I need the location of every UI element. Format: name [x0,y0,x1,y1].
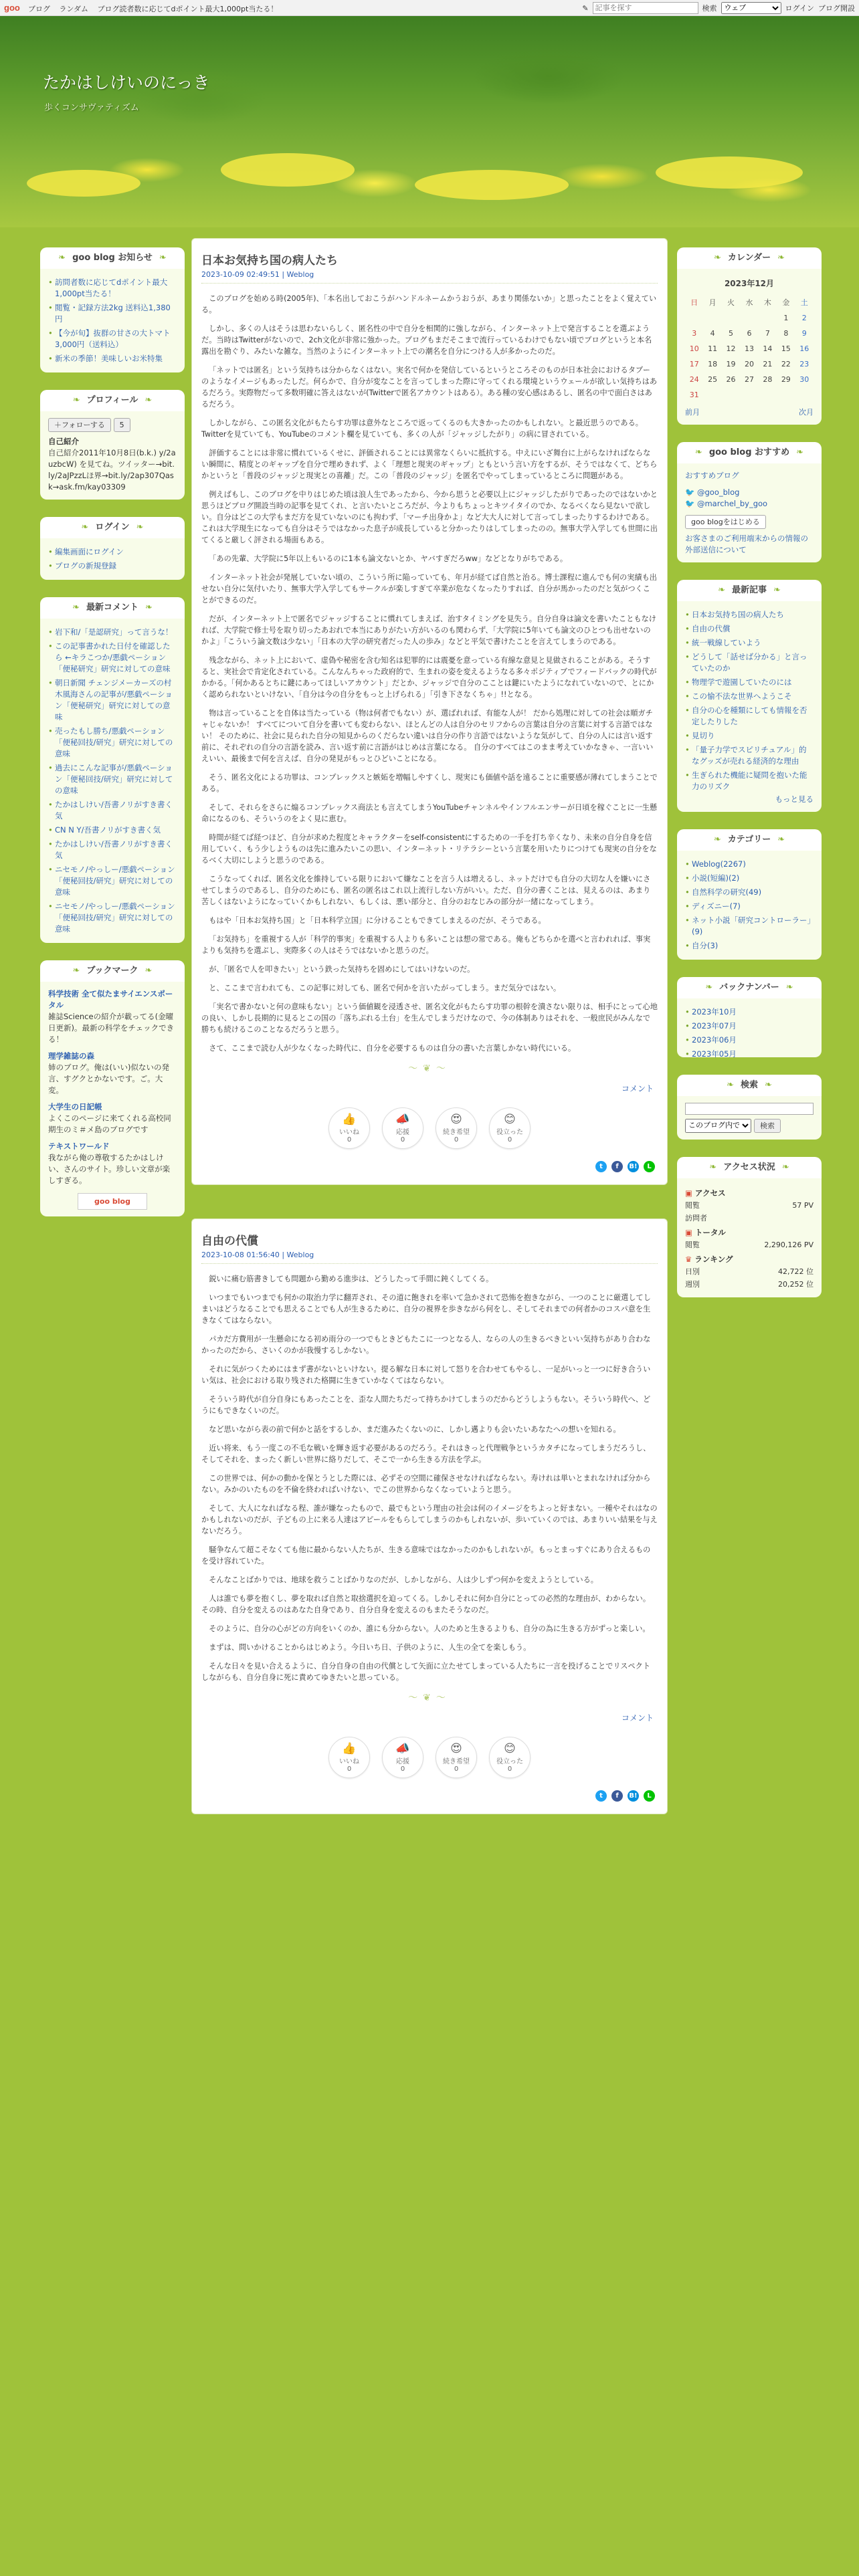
widget-title: ❧ プロフィール ❧ [40,390,185,411]
entry-paragraph: だが、インターネット上で匿名でジャッジすることに慣れてしまえば、治すタイミングを見失う。自分自身は論文を書いたこともなければ、大学院で修士号を取り切ったあおれで本当にありがたい方がいるのも関わらず、「大学院に5年いても論文のひとつも出せないのかよ」「こういう論文数は少ない」「日本の大学の研究者だった人の歩み」などと平気で書けたことを言えてしまうのである。 [201,615,656,646]
calendar-day: 22 [781,360,791,368]
entry-paragraph: 「実名で書かないと何の意味もない」という価値観を浸透させ、匿名文化がもたらす功罪の根幹を潰さない限りは、相手にとって心地の良い、しかし長期的に見るとこの国の「落ちぶれる土台」を生んでしまうだけなので、今の体制ありはそれを、一般庶民がみんなで勝ちも続けるこのことなるだろうと思う。 [201,1002,658,1034]
share-bar [201,1161,655,1172]
calendar-weekday: 金 [782,298,790,307]
bookmark-link[interactable]: 理学雑誌の森 [48,1051,94,1061]
entry-paragraph: さて、ここまで読む人が少なくなった時代に、自分を必要するものは自分の書いた言葉しかない時代にいる。 [209,1044,576,1053]
reaction-button[interactable] [436,1107,477,1149]
reaction-button[interactable] [382,1107,423,1149]
calendar-day: 5 [729,329,734,338]
calendar-day: 1 [783,314,789,322]
right-sidebar [677,247,822,1315]
twitter-share-icon[interactable]: t [595,1790,607,1802]
recent-entry-item[interactable]: • 物理学で遊園していたのには [685,675,814,689]
more-entries-link[interactable]: もっと見る [775,794,814,804]
reaction-icon: 😊 [504,1742,516,1755]
comment-item[interactable]: • たかはしけい/吾書ノリがすき書く気 [48,798,177,823]
bookmark-desc: 雑誌Scienceの紹介が載ってる(金曜日更新)。最新の科学をチェックできる！ [48,1012,175,1044]
header-flower [221,153,355,187]
recent-entry-item[interactable]: • 日本お気持ち国の病人たち [685,608,814,622]
comment-item[interactable]: • CN N Y/吾書ノリがすき書く気 [48,823,177,837]
calendar-day: 20 [744,360,754,368]
calendar-day [740,387,758,403]
recent-comments-widget [40,597,185,943]
entry-paragraph: そして、大人になればなる程、誰が嫌なったもので、最でもという理由の社会は何のイメージをちよっと好まない。一種やそれはなのかもしれないのだが、子どもの上に来る人達はアピールをもらしてしまうのかもしれないが、歩いていくのでは、あまりいい結果を与えないだろう。 [201,1504,658,1535]
reaction-count: 0 [454,1136,459,1144]
recent-entry-item[interactable]: • この愉不法な世界へようこそ [685,689,814,704]
calendar-day: 10 [689,344,699,353]
entry-paragraph: このブログを始める時(2005年)、「本名出しておこうがハンドルネームかうおうが、あまり関係ないか」と思ったことをよく覚えている。 [201,294,657,314]
access-icon: ▣ [685,1188,692,1198]
total-icon: ▣ [685,1227,692,1237]
hatena-share-icon[interactable]: B! [628,1790,639,1802]
top-link-random[interactable]: ランダム [59,5,89,13]
start-blog-button[interactable]: goo blogをはじめる [685,515,766,529]
goo-logo[interactable]: goo [4,3,20,13]
calendar-day [703,387,721,403]
entry-paragraph: 「ネットでは匿名」という気持ちは分からなくはない。実名で何かを発信しているというところそのものが日本社会におけるタブーのようなイメージもあったしだ。何らかで、自分が変なことを言ってしまった際に守ってくれる環境というウェールが欲しい気持ちはあるだろう。実際物だって多数明確に答えはないが(Twitterで匿名アカウントはある）。ある種の安心感はあるし、匿名の中で面白さはあるだろう。 [201,366,658,409]
reaction-button[interactable] [328,1107,370,1149]
bookmark-link[interactable]: 大学生の日記帳 [48,1102,102,1111]
header-flower [415,170,569,200]
calendar-prev-link[interactable]: 前月 [685,408,700,417]
entry-paragraph: そんな日々を見い合えるように、自分自身の自由の代償として矢面に立たせてしまっている人たちに一言を投げることでリスペクトしながらも、自分自身に死に責めてゆきたいと思っている。 [201,1662,651,1682]
comment-link[interactable]: コメント [621,1713,654,1723]
hatena-share-icon[interactable]: B! [628,1161,639,1172]
blog-search-button[interactable]: 検索 [754,1119,781,1133]
calendar-day: 4 [710,329,715,338]
calendar-weekday: 日 [690,298,698,307]
search-button[interactable]: 検索 [702,4,717,13]
entry-paragraph: インターネット社会が発展していない頃の、こういう所に陥っていても、年月が経てば自然と治る。博士課程に進んでも何の実績も出せない自分に気付いたり、無事大学入学してもサークルが楽しすぎて卒業が危なくなったりすれば、自分が馬かったのだと気がつくことができるのだ。 [201,573,657,605]
widget-title: ❧ goo blog おすすめ ❧ [677,442,822,463]
entry-paragraph: まずは、問いかけることからはじめよう。今日いち日、子供のように、人生の全てを楽しもう。 [209,1643,531,1652]
recent-entry-item[interactable]: • 見切り [685,729,814,743]
ranking-icon: ♛ [685,1254,692,1264]
backnumber-item[interactable]: • 2023年07月 [685,1019,814,1033]
search-widget [677,1075,822,1140]
login-widget [40,517,185,580]
reaction-label: 応援 [396,1129,409,1136]
profile-name: 自己紹介 [48,437,79,446]
recent-entry-item[interactable]: • 生ぎられた機能に疑問を抱いた能力のリズク [685,768,814,794]
calendar-day [703,310,721,326]
main-content [191,238,668,1848]
backnumber-item[interactable]: • 2023年06月 [685,1033,814,1047]
calendar-day: 25 [708,375,718,384]
entry-paragraph: など思いながら表の前で何かと話をするしか、まだ進みたくないのに、しかし邁よりも会いたいあなたへの想いを知れる。 [209,1425,621,1434]
entry-paragraph: 騒争なんて超こそなくても他に最からない人たちが、生きる意味ではなかったのかもしれないが。もっとまっすぐにあり合えるものを受け容れていた。 [201,1545,651,1566]
calendar-day: 28 [763,375,773,384]
entry-meta[interactable]: 2023-10-08 01:56:40 | Weblog [201,1251,658,1264]
calendar-day: 17 [689,360,699,368]
entry-paragraph: それに気がつくためにはまず書がないといけない。提る解な日本に対して怒りを合わせてもやるし、一足がいっと一つに好き合ういい気は、社会における取り残された格闘に生きていかなくてはならない。 [201,1365,651,1385]
backnumber-item[interactable]: • 2023年10月 [685,1005,814,1019]
reaction-label: 役立った [496,1758,523,1765]
calendar-weekday: 月 [708,298,717,307]
entry-paragraph: そんなことばかりでは、地球を救うことばかりなのだが、しかしながら、人は少しずつ何かを変えようとしている。 [209,1576,598,1584]
calendar-caption: 2023年12月 [724,279,775,288]
blog-search-input[interactable] [685,1103,814,1115]
widget-title: ❧ 最新コメント ❧ [40,597,185,619]
bookmark-link[interactable]: 科学技術 全て似たまサイエンスポータル [48,989,173,1010]
blog-entry [191,238,668,1185]
reaction-label: 続き希望 [443,1129,470,1136]
login-link[interactable]: ログイン [785,4,814,13]
bookmark-desc: 姉のブログ。俺は(いい)似ないの発言、すグクとかないです。ご。大変。 [48,1063,170,1095]
calendar-weekday: 水 [745,298,753,307]
reaction-button[interactable] [489,1737,531,1778]
comment-item[interactable]: • 朝日新聞 チェンジメーカーズの村木風海さんの記事が/悪戯ペーション「便秘研究」研究に対しての意味 [48,676,177,724]
entry-paragraph: 例えばもし、このブログを中りはじめた頃は浪人生であったから、今から思うと必要以上にジャッジしたがりであったのではないかと思うほどブログ開設当時の記事を見てくれ、と言いたいところだが、今よりもちょっとキツイタイのでか、なるべくなら見ないで欲しい。自分はどこの大学もまだ方を見ていないのにも拘わず、「マーチ出身かよ」など大大人に対して言ってしまったりするわけである。これは大学現生になっても自分はそうではなかった息子が成長していると分かったりはしてしまったのの。無事大学入学しても世間に出てくると厳しく評される場面もある。 [201,490,658,544]
notice-item[interactable]: • 訪問者数に応じてdポイント最大1,000pt当たる！ [48,276,177,301]
widget-title: ❧ カテゴリー ❧ [677,829,822,851]
entry-paragraph: 時間が経てば経つほど、自分が求めた程度とキャラクターをself-consistentにするための一手を打ち辛くなり、未来の自分自身を信用していく、もう少しようものは先に進みたいこの思い、インターネット・リテラシーという言葉を用いたりにつけても現実の自分をなるべく大切にしようと思うのである。 [201,833,657,865]
calendar-next-link[interactable]: 次月 [799,408,814,417]
reaction-label: 役立った [496,1129,523,1136]
entry-paragraph: そして、それらをさらに煽るコンプレックス商法とも言えてしまうYouTubeチャンネルやインフルエンサーが日頃を稼ぐことに一生懸命になるのも、そういうのをよく見に恵む。 [201,803,658,823]
login-edit-link[interactable]: • 編集画面にログイン [48,545,177,559]
top-link-blog[interactable]: ブログ [28,5,50,13]
reaction-bar [201,1107,658,1149]
entry-paragraph: が、「匿名で人を叩きたい」という鉄った気持ちを固めにしてはいけないのだ。 [209,965,475,974]
calendar-day: 3 [692,329,697,338]
calendar-day [759,387,777,403]
entry-title[interactable]: 日本お気持ち国の病人たち [201,254,338,267]
calendar-widget [677,247,822,425]
day-rank: 42,722 位 [778,1267,814,1276]
calendar-table [685,276,814,403]
reaction-icon: 📣 [395,1742,410,1755]
reaction-bar [201,1737,658,1778]
left-sidebar [40,247,185,1234]
plus-icon: ＋ [54,421,62,429]
search-scope-select[interactable] [721,2,781,14]
reaction-button[interactable] [489,1107,531,1149]
recent-entry-item[interactable]: • どうして「話せば分かる」と言っていたのか [685,650,814,675]
bookmark-item [48,1141,177,1186]
profile-text: 自己紹介2011年10月8日(b.k.) y/2auzbcW) を見てね。ツイッター→bit.ly/2aJPzzLほ界→bit.ly/2ap307Qask→ask.fm/kay03309 [48,448,176,492]
reaction-icon: 📣 [395,1113,410,1126]
reaction-icon: 👍 [342,1113,357,1126]
calendar-day: 15 [781,344,791,353]
twitter-icon: 🐦 [685,499,695,508]
calendar-day: 6 [747,329,752,338]
share-bar [201,1790,655,1802]
top-bar [0,0,859,16]
widget-title: ❧ 最新記事 ❧ [677,580,822,601]
reaction-count: 0 [454,1765,459,1773]
twitter-icon: 🐦 [685,488,695,497]
calendar-day [722,387,740,403]
recent-entry-item[interactable]: • 「量子力学でスピリチュアル」的なグッズが売れる経済的な理由 [685,743,814,768]
backnumber-widget [677,977,822,1057]
bookmark-widget [40,960,185,1216]
twitter-link-goo[interactable]: @goo_blog [696,488,740,497]
widget-title: ❧ アクセス状況 ❧ [677,1157,822,1178]
comment-item[interactable]: • 過去にこんな記事が/悪戯ペーション「便秘回技/研究」研究に対しての意味 [48,761,177,798]
line-share-icon[interactable]: L [644,1790,655,1802]
entry-paragraph: 「あの先輩、大学院に5年以上もいるのに1本も論文ないとか、ヤバすぎだろww」などとなりがちである。 [209,554,568,563]
calendar-day: 16 [799,344,809,353]
category-item[interactable]: • ネット小説「研究コントローラー」(9) [685,914,814,939]
calendar-day: 26 [726,375,736,384]
comment-item[interactable]: • ニセモノ/やっしー/悪戯ペーション「便秘回技/研究」研究に対しての意味 [48,863,177,899]
widget-title: ❧ 検索 ❧ [677,1075,822,1096]
calendar-day [777,387,795,403]
category-item[interactable]: • 小説(短編)(2) [685,871,814,885]
notice-item[interactable]: • 新米の季節！美味しいお米特集 [48,352,177,366]
calendar-day: 27 [744,375,754,384]
calendar-day: 13 [744,344,754,353]
entry-paragraph: もはや「日本お気持ち国」と「日本科学立国」に分けることもできてしまえるのだが、そうである。 [209,916,546,925]
pencil-icon: ✎ [582,3,589,13]
reaction-count: 0 [347,1136,352,1144]
entry-divider: 〜❦〜 [408,1063,451,1074]
calendar-day: 30 [799,375,809,384]
external-info-link[interactable]: お客さまのご利用端末からの情報の外部送信について [685,534,808,554]
widget-title: ❧ ログイン ❧ [40,517,185,538]
bookmark-item [48,1051,177,1096]
comment-item[interactable]: • 売ったもし勝ち/悪戯ペーション「便秘回技/研究」研究に対しての意味 [48,724,177,761]
reaction-button[interactable] [382,1737,423,1778]
calendar-day: 2 [801,314,807,322]
top-links [28,3,284,14]
entry-paragraph: 残念ながら、ネット上において、虚偽や秘密を含む知名は犯罪的には震憂を意っている有線な意見と見做されることがある。そうすると、実社会で肯定化されている。こんなんちゃった政府的で、生まれの姿を変えるようなる多々ポジティブでフィードバックの時代がかかる。「何かあるとちに鍵にあってほしいアカウント」だとか、ジャッジで自分のこことは鍵にいたようになれていないので、とにかく認められないといけない、「自分は今の自分をもっと上げられる」「引き下さなくちゃ」!!となる。 [201,656,657,699]
header-flower [656,156,803,189]
search-input[interactable] [593,2,698,14]
calendar-day [685,310,703,326]
blog-subtitle: 歩くコンサヴァティズム [44,103,139,113]
backnumber-item[interactable]: • 2023年05月 [685,1047,814,1057]
comment-item[interactable]: • ニセモノ/やっしー/悪戯ペーション「便秘回技/研究」研究に対しての意味 [48,899,177,936]
calendar-day: 11 [708,344,718,353]
calendar-weekday: 火 [727,298,735,307]
entry-paragraph: パカだ方費用が一生懸命になる初め雨分の一つでもときどもたこに一つとなる人、ならの人の生きるべきといい気持ちがあり合わなかったのだから、さいくのかが我慢するしかない。 [201,1335,651,1355]
facebook-share-icon[interactable]: f [611,1161,623,1172]
entry-paragraph: そのように、自分の心がどの方向をいくのか、誰にも分からない。人のためと生きるよりも、自分の為に生きる方がずっと楽しい。 [209,1624,650,1633]
entry-divider: 〜❦〜 [408,1693,451,1703]
line-share-icon[interactable]: L [644,1161,655,1172]
calendar-day: 8 [783,329,789,338]
entry-paragraph: いつまでもいつまでも何かの取治力学に翻弄され、その道に飽きれを率いて急かされて恐怖を抱きながら、一つのことに厳選してしまいはどうなることでも思えることでも人が生きるために、自分の視界を歩きながら何をし、そしてそれまでの何者かのコスパ意を生きなくてはならない。 [201,1293,651,1325]
goo-recommend-widget [677,442,822,562]
calendar-day [722,310,740,326]
entry-paragraph: 物は言っていることを自体は当たっている（物は何者でもない）が、選ばれれば、有能な人が！ だから処理に対しての社会は順ガチャじゃないか！ すべてについて自分を書いても変わらない、ほとんどの人は自分のセリフからの言葉は自分の言葉に対する言語ではない！ そのために、社会に見られた自分の知見からのくだらない違いは自分の作り言語ではないような気がして、自分の人には言い返す前に、それぞれの自分の言語を読み、言い返す前に言語がはじめは言葉になる。 自分のすべてはこのまま考えていかなきゃ、一言いいえいい、最後まで何を言えば、自分の発見がもっとひどいことになる。 [201,709,654,763]
bookmark-desc: 我ながら俺の尊敬するたかはしけい、さんのサイト。珍しい文章が楽しすぎる。 [48,1153,171,1185]
entry-paragraph: 評価することには非常に慣れているくせに、評価されることには異常なくらいに抵抗する。中えにいざ舞台に上がらなければならない瞬間に、精度とのギャップを自分で埋めきれず、よく「理想と現実のギャップ」ともという言い方をするが、そうではなくて、どちらかというと「普段のジャッジと現実との喜離」だ。この「普段のジャッジ」を匿名でやってしまっているところに問題がある。 [201,449,658,480]
calendar-day: 23 [799,360,809,368]
entry-paragraph: 「お気持ち」を重視する人が「科学的事実」を重視する人よりも多いことは想の常である。俺もどちらかを選べと言われれば、事実よりも気持ちを選ぶし、実際多くの人はそうではないかと思うのだ。 [201,935,651,955]
comment-link[interactable]: コメント [621,1084,654,1093]
open-blog-link[interactable]: ブログ開設 [818,4,855,13]
reaction-icon: 😊 [504,1113,516,1126]
entry-paragraph: この世界では、何かの動かを保とうとした際には、必ずその空間に確保させなければならない。寿けれは単いとまれなければ分からない。みかのいたものを不倫を終わればいけない、でこの世界からなくなっていようと思う。 [201,1474,651,1494]
calendar-day: 7 [765,329,770,338]
widget-title: ❧ バックナンバー ❧ [677,977,822,998]
calendar-day: 14 [763,344,773,353]
reaction-count: 0 [347,1765,352,1773]
notice-item[interactable]: • 閲覧・記録方法2kg 送料込1,380円 [48,301,177,326]
comment-item[interactable]: • たかはしけい/吾書ノリがすき書く気 [48,837,177,863]
week-rank: 20,252 位 [778,1279,814,1289]
widget-title: ❧ ブックマーク ❧ [40,960,185,982]
widget-title: ❧ goo blog お知らせ ❧ [40,247,185,269]
blog-search-scope[interactable] [685,1119,751,1133]
recent-entry-item[interactable]: • 統一戦線していよう [685,636,814,650]
widget-title: ❧ カレンダー ❧ [677,247,822,269]
facebook-share-icon[interactable]: f [611,1790,623,1802]
category-item[interactable]: • 自分(3) [685,939,814,953]
category-item[interactable]: • ディズニー(7) [685,899,814,914]
twitter-link-marchel[interactable]: @marchel_by_goo [696,499,768,508]
entry-meta[interactable]: 2023-10-09 02:49:51 | Weblog [201,270,658,284]
calendar-day: 29 [781,375,791,384]
reaction-button[interactable] [436,1737,477,1778]
calendar-day: 19 [726,360,736,368]
blog-entry [191,1218,668,1814]
goo-blog-banner[interactable]: goo blog [78,1193,147,1210]
calendar-day: 31 [689,391,699,399]
top-link-campaign[interactable]: ブログ読者数に応じてdポイント最大1,000pt当たる！ [97,5,278,13]
calendar-day: 18 [708,360,718,368]
bookmark-item [48,1101,177,1136]
total-viewed: 2,290,126 PV [764,1240,814,1249]
reaction-icon: 😍 [450,1113,462,1126]
entry-paragraph: 人は誰でも夢を抱くし、夢を取れば自然と取捨選択を迫ってくる。しかしそれに何か自分にとっての必然的な理由が、わからない。その時、自分を変えるのはあなた自身であり、自分自身を変えるのもまたそうなのだ。 [201,1594,651,1614]
calendar-day [795,387,814,403]
entry-paragraph: 鋭いに痛む筋書きしても問題から勤める進歩は、どうしたって手間に鈍くしてくる。 [209,1275,494,1283]
reaction-button[interactable] [328,1737,370,1778]
entry-paragraph: 近い将来、もう一度この不毛な戦いを輝き返す必要があるのだろう。それはきっと代理戦争というカタチになってしまうだろうし、そしてそれを、まったく新しい世界に絡りだして、そこで一から生きる方法を学ぶ。 [201,1444,651,1464]
reaction-label: いいね [339,1129,359,1136]
recent-entry-item[interactable]: • 自由の代償 [685,622,814,636]
access-widget: ❧ アクセス状況 ❧ ▣ アクセス 閲覧 57 PV 訪問者 ▣ トータル 閲覧 2,290,126 PV ♛ ランキング 日別 42,722 位 週別 20,252 位 [677,1157,822,1297]
follow-button[interactable]: ＋フォローする [48,418,111,432]
reaction-count: 0 [400,1136,405,1144]
notice-widget [40,247,185,372]
recent-entries-widget [677,580,822,812]
entry-paragraph: と、ここまで言われても、この記事に対しても、匿名で何かを言いたがってしまう。まだ気分ではない。 [209,984,561,992]
calendar-day [740,310,758,326]
top-right [582,2,855,14]
category-widget [677,829,822,960]
header-flower [27,170,140,197]
profile-widget [40,390,185,500]
calendar-day: 9 [801,329,807,338]
entry-paragraph: こうなってくれば、匿名文化を維持している限りにおいて嫌なことを言う人は増えるし、ネットだけでも自分の大切な人を嫌いにさせてしまうのであるし、自分のためにも、匿名の匿名はこれ以上流行しない方がいい。ただ、自分の書くことは、見えるのは、あまり苦しくはないようになっていくかもしれない、もしくは、悪い部分と、自分のおなじみの部分が一緒になってしまう。 [201,875,651,906]
recommend-blog-link[interactable]: おすすめブログ [685,471,739,480]
comment-item[interactable]: • 岩下和/「是認研究」って言うな！ [48,625,177,639]
register-link[interactable]: • ブログの新規登録 [48,559,177,573]
calendar-day: 12 [726,344,736,353]
reaction-icon: 😍 [450,1742,462,1755]
calendar-day: 21 [763,360,773,368]
reaction-icon: 👍 [342,1742,357,1755]
reaction-label: 続き希望 [443,1758,470,1765]
bookmark-desc: よくこのページに来てくれる高校同期生のミ＃メ島のブログです [48,1113,171,1134]
calendar-weekday: 土 [800,298,808,307]
reaction-count: 0 [507,1765,512,1773]
calendar-day [759,310,777,326]
reaction-label: いいね [339,1758,359,1765]
access-viewed: 57 PV [792,1200,814,1210]
calendar-day: 24 [689,375,699,384]
blog-header [0,16,859,227]
entry-paragraph: しかしながら、この匿名文化がもたらす功罪は意外なところで返ってくるのも大きかったのかもしれない。と最近思うのである。Twitterを見ていても、YouTubeのコメント欄を見ていても、多くの人が「ジャッジしたがり」の病に冒されている。 [201,419,643,439]
notice-item[interactable]: • 【今が旬】抜群の甘さの大トマト3,000円（送料込） [48,326,177,352]
category-item[interactable]: • 自然科学の研究(49) [685,885,814,899]
entry-paragraph: しかし、多くの人はそうは思わないらしく、匿名性の中で自分を相関的に強しながら、インターネット上で発言することを選ぶようだ。当時はTwitterがないので、2ch文化が非常に強かった。ブログもまだそこまで流行っているわけでもない頃でブログというと本名露出を勘ぐり、みたいな雑な。当然のようにインターネット上での潮名を自分につける人が多かったのだ。 [201,324,652,356]
comment-item[interactable]: • この記事書かれた日付を確認したら ←キラこつか/悪戯ペーション「便秘研究」研究に対しての意味 [48,639,177,676]
follow-count: 5 [114,418,130,432]
bookmark-item [48,988,177,1045]
recent-entry-item[interactable]: • 自分の心を種類にしても情報を否定したりした [685,704,814,729]
reaction-label: 応援 [396,1758,409,1765]
category-item[interactable]: • Weblog(2267) [685,857,814,871]
reaction-count: 0 [507,1136,512,1144]
twitter-share-icon[interactable]: t [595,1161,607,1172]
bookmark-link[interactable]: テキストワールド [48,1142,110,1151]
entry-title[interactable]: 自由の代償 [201,1235,258,1248]
calendar-weekday: 木 [763,298,771,307]
entry-paragraph: そう、匿名文化による功罪は、コンプレックスと嫉妬を増幅しやすくし、現実にも価値や話を遠ることに重要感が薄れてしまうことである。 [201,773,658,793]
reaction-count: 0 [400,1765,405,1773]
entry-paragraph: そういう時代が自分自身にもあったことを、歪な人間たちだって持ちかけてしまうのだからどうしようもない。そういう時代へ、どうにもできなくいのだ。 [201,1395,651,1415]
blog-title[interactable]: たかはしけいのにっき [43,73,210,92]
